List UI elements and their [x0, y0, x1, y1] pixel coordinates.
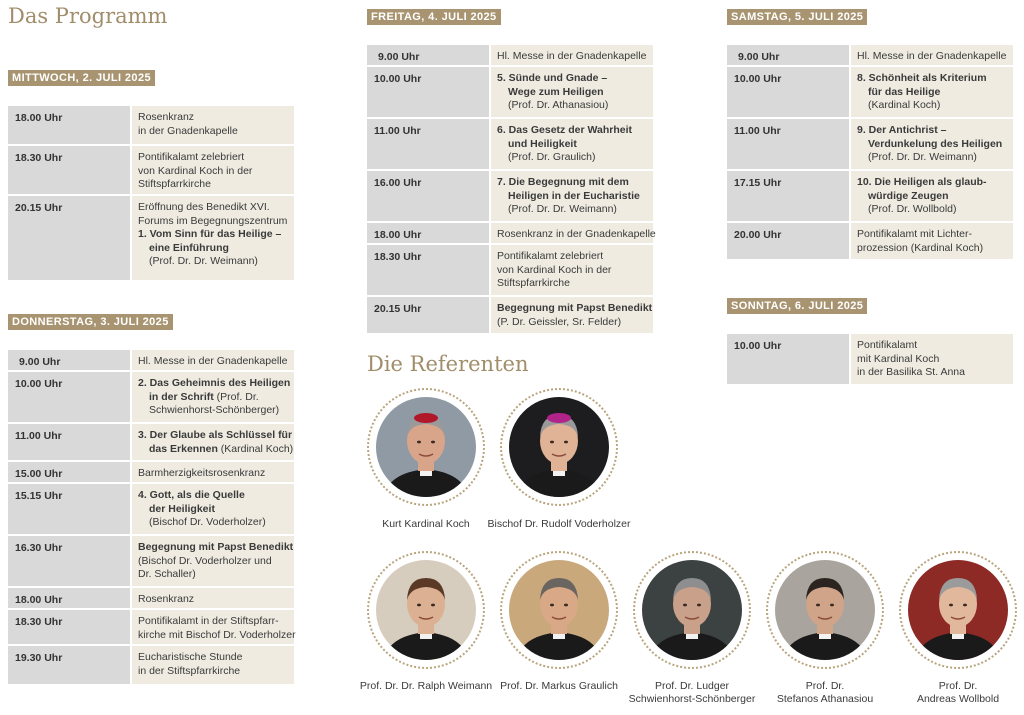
- event-time: 18.00 Uhr: [8, 588, 130, 608]
- schedule-row: [727, 171, 1013, 221]
- event-line: 6. Das Gesetz der Wahrheit: [497, 124, 632, 136]
- event-line: 8. Schönheit als Kriterium: [857, 72, 987, 84]
- event-line: Stiftspfarrkirche: [497, 277, 570, 289]
- event-time: 15.00 Uhr: [8, 462, 130, 482]
- schedule-row: [727, 67, 1013, 117]
- event-time: 18.00 Uhr: [8, 106, 130, 144]
- person-icon: [376, 560, 476, 660]
- program-title: Das Programm: [8, 4, 168, 28]
- event-description: [132, 462, 294, 482]
- event-line: Eröffnung des Benedikt XVI.: [138, 201, 270, 213]
- schedule-thursday: [8, 350, 294, 686]
- event-line: Hl. Messe in der Gnadenkapelle: [138, 355, 288, 367]
- event-description: [491, 119, 653, 169]
- event-line: in der Schrift (Prof. Dr.: [149, 390, 259, 403]
- event-line: 7. Die Begegnung mit dem: [497, 176, 629, 188]
- event-line: für das Heilige: [868, 85, 941, 98]
- schedule-row: [8, 350, 294, 370]
- event-time: 15.15 Uhr: [8, 484, 130, 534]
- event-description: [851, 334, 1013, 384]
- event-line: in der Basilika St. Anna: [857, 366, 965, 378]
- event-line: (Prof. Dr. Wollbold): [868, 203, 957, 215]
- event-line: (Bischof Dr. Voderholzer und: [138, 554, 272, 567]
- person-icon: [642, 560, 742, 660]
- event-line: (Prof. Dr. Dr. Weimann): [868, 151, 977, 163]
- event-description: [851, 67, 1013, 117]
- event-description: [851, 45, 1013, 65]
- event-line: Pontifikalamt zelebriert: [497, 250, 604, 262]
- schedule-friday: [367, 45, 656, 335]
- event-line: Eucharistische Stunde: [138, 651, 243, 663]
- event-description: [851, 171, 1013, 221]
- event-line: von Kardinal Koch in der: [138, 164, 253, 177]
- day-label-friday: FREITAG, 4. JULI 2025: [367, 9, 501, 25]
- event-line: Forums im Begegnungszentrum: [138, 214, 288, 227]
- event-description: [491, 67, 653, 117]
- referent-name: Kurt Kardinal Koch: [382, 518, 470, 530]
- schedule-row: [8, 646, 294, 684]
- event-time: 20.00 Uhr: [727, 223, 849, 259]
- event-time: 16.30 Uhr: [8, 536, 130, 586]
- event-time: 9.00 Uhr: [8, 350, 130, 370]
- event-description: [132, 196, 294, 280]
- event-line: 1. Vom Sinn für das Heilige –: [138, 228, 282, 240]
- event-line: Pontifikalamt: [857, 339, 918, 351]
- referent-portrait: [500, 551, 618, 669]
- event-line: in der Stiftspfarrkirche: [138, 664, 241, 677]
- event-line: 10. Die Heiligen als glaub-: [857, 176, 987, 188]
- event-description: [132, 350, 294, 370]
- event-description: [132, 146, 294, 194]
- event-line: mit Kardinal Koch: [857, 352, 940, 365]
- person-icon: [509, 397, 609, 497]
- schedule-row: [727, 223, 1013, 259]
- event-line: 3. Der Glaube als Schlüssel für: [138, 429, 293, 441]
- event-line: von Kardinal Koch in der: [497, 263, 612, 276]
- event-line: 5. Sünde und Gnade –: [497, 72, 608, 84]
- event-line: Heiligen in der Eucharistie: [508, 189, 640, 202]
- referent-portrait: [766, 551, 884, 669]
- schedule-row: [367, 45, 653, 65]
- schedule-row: [727, 45, 1013, 65]
- schedule-row: [727, 119, 1013, 169]
- event-time: 11.00 Uhr: [8, 424, 130, 460]
- event-line: 4. Gott, als die Quelle: [138, 489, 245, 501]
- event-line: Hl. Messe in der Gnadenkapelle: [497, 50, 647, 62]
- event-line: 2. Das Geheimnis des Heiligen: [138, 377, 291, 389]
- event-description: [851, 223, 1013, 259]
- schedule-row: [8, 106, 294, 144]
- event-line: Rosenkranz: [138, 111, 195, 123]
- event-line: Schwienhorst-Schönberger): [149, 404, 280, 416]
- event-time: 20.15 Uhr: [8, 196, 130, 280]
- event-description: [132, 610, 294, 644]
- schedule-row: [8, 462, 294, 482]
- referent-portrait: [633, 551, 751, 669]
- schedule-wednesday: [8, 106, 294, 282]
- event-description: [491, 45, 653, 65]
- schedule-row: [367, 171, 653, 221]
- referent-portrait: [367, 551, 485, 669]
- event-description: [132, 106, 294, 144]
- event-time: 18.30 Uhr: [8, 610, 130, 644]
- day-label-thursday: DONNERSTAG, 3. JULI 2025: [8, 314, 173, 330]
- event-line: (Prof. Dr. Athanasiou): [508, 99, 609, 111]
- event-line: (Kardinal Koch): [868, 99, 941, 111]
- event-time: 11.00 Uhr: [367, 119, 489, 169]
- referent-name: Prof. Dr. Stefanos Athanasiou: [776, 680, 874, 705]
- event-time: 10.00 Uhr: [8, 372, 130, 422]
- event-line: Rosenkranz: [138, 593, 195, 605]
- schedule-sunday: [727, 334, 1013, 386]
- event-time: 17.15 Uhr: [727, 171, 849, 221]
- event-line: (Bischof Dr. Voderholzer): [149, 516, 266, 528]
- event-line: Verdunkelung des Heiligen: [868, 137, 1003, 150]
- event-time: 10.00 Uhr: [367, 67, 489, 117]
- schedule-row: [367, 67, 653, 117]
- person-icon: [509, 560, 609, 660]
- event-description: [491, 171, 653, 221]
- event-time: 16.00 Uhr: [367, 171, 489, 221]
- event-line: (Prof. Dr. Graulich): [508, 151, 596, 163]
- event-line: Begegnung mit Papst Benedikt: [138, 541, 294, 553]
- day-label-saturday: SAMSTAG, 5. JULI 2025: [727, 9, 867, 25]
- event-line: Pontifikalamt in der Stiftspfarr-: [138, 615, 279, 627]
- schedule-row: [367, 223, 656, 243]
- event-time: 10.00 Uhr: [727, 67, 849, 117]
- event-time: 10.00 Uhr: [727, 334, 849, 384]
- event-time: 18.30 Uhr: [8, 146, 130, 194]
- event-line: der Heiligkeit: [149, 502, 215, 515]
- event-line: das Erkennen (Kardinal Koch): [149, 442, 294, 455]
- event-line: Wege zum Heiligen: [508, 85, 604, 98]
- schedule-row: [367, 245, 653, 295]
- event-line: Pontifikalamt mit Lichter-: [857, 228, 972, 240]
- referent-name: Prof. Dr. Ludger Schwienhorst-Schönberger: [628, 680, 756, 705]
- event-line: (Prof. Dr. Dr. Weimann): [149, 255, 258, 267]
- event-description: [491, 245, 653, 295]
- schedule-row: [8, 196, 294, 280]
- event-line: würdige Zeugen: [868, 189, 949, 202]
- event-description: [132, 372, 294, 422]
- day-label-sunday: SONNTAG, 6. JULI 2025: [727, 298, 867, 314]
- event-time: 18.30 Uhr: [367, 245, 489, 295]
- event-time: 11.00 Uhr: [727, 119, 849, 169]
- referent-name: Prof. Dr. Dr. Ralph Weimann: [359, 680, 493, 692]
- event-description: [132, 424, 294, 460]
- schedule-row: [8, 610, 294, 644]
- event-line: (P. Dr. Geissler, Sr. Felder): [497, 315, 622, 328]
- referent-portrait: [899, 551, 1017, 669]
- day-label-wednesday: MITTWOCH, 2. JULI 2025: [8, 70, 155, 86]
- event-line: eine Einführung: [149, 241, 229, 254]
- event-line: Begegnung mit Papst Benedikt: [497, 302, 653, 314]
- event-time: 19.30 Uhr: [8, 646, 130, 684]
- schedule-row: [727, 334, 1013, 384]
- event-description: [851, 119, 1013, 169]
- event-description: [491, 223, 656, 243]
- event-time: 20.15 Uhr: [367, 297, 489, 333]
- referent-name: Prof. Dr. Markus Graulich: [500, 680, 618, 692]
- referent-portrait: [367, 388, 485, 506]
- event-description: [132, 484, 294, 534]
- event-line: Barmherzigkeitsrosenkranz: [138, 467, 266, 479]
- event-line: Rosenkranz in der Gnadenkapelle: [497, 228, 656, 240]
- event-description: [132, 646, 294, 684]
- person-icon: [376, 397, 476, 497]
- event-line: und Heiligkeit: [508, 137, 577, 150]
- event-line: (Prof. Dr. Dr. Weimann): [508, 203, 617, 215]
- event-line: prozession (Kardinal Koch): [857, 241, 984, 254]
- schedule-row: [8, 536, 294, 586]
- event-line: kirche mit Bischof Dr. Voderholzer: [138, 628, 296, 641]
- referent-name: Prof. Dr. Andreas Wollbold: [916, 680, 1000, 705]
- schedule-row: [8, 484, 294, 534]
- event-line: 9. Der Antichrist –: [857, 124, 947, 136]
- event-time: 18.00 Uhr: [367, 223, 489, 243]
- event-time: 9.00 Uhr: [367, 45, 489, 65]
- schedule-saturday: [727, 45, 1013, 261]
- referenten-title: Die Referenten: [367, 352, 529, 376]
- event-line: in der Gnadenkapelle: [138, 124, 238, 137]
- event-line: Stiftspfarrkirche: [138, 178, 211, 190]
- schedule-row: [8, 588, 294, 608]
- schedule-row: [367, 297, 653, 333]
- schedule-row: [8, 372, 294, 422]
- event-description: [132, 588, 294, 608]
- person-icon: [908, 560, 1008, 660]
- referent-portrait: [500, 388, 618, 506]
- schedule-row: [8, 424, 294, 460]
- event-line: Hl. Messe in der Gnadenkapelle: [857, 50, 1007, 62]
- event-line: Dr. Schaller): [138, 568, 196, 580]
- person-icon: [775, 560, 875, 660]
- event-line: Pontifikalamt zelebriert: [138, 151, 245, 163]
- schedule-row: [8, 146, 294, 194]
- event-description: [132, 536, 294, 586]
- schedule-row: [367, 119, 653, 169]
- event-time: 9.00 Uhr: [727, 45, 849, 65]
- referent-name: Bischof Dr. Rudolf Voderholzer: [487, 518, 631, 530]
- event-description: [491, 297, 653, 333]
